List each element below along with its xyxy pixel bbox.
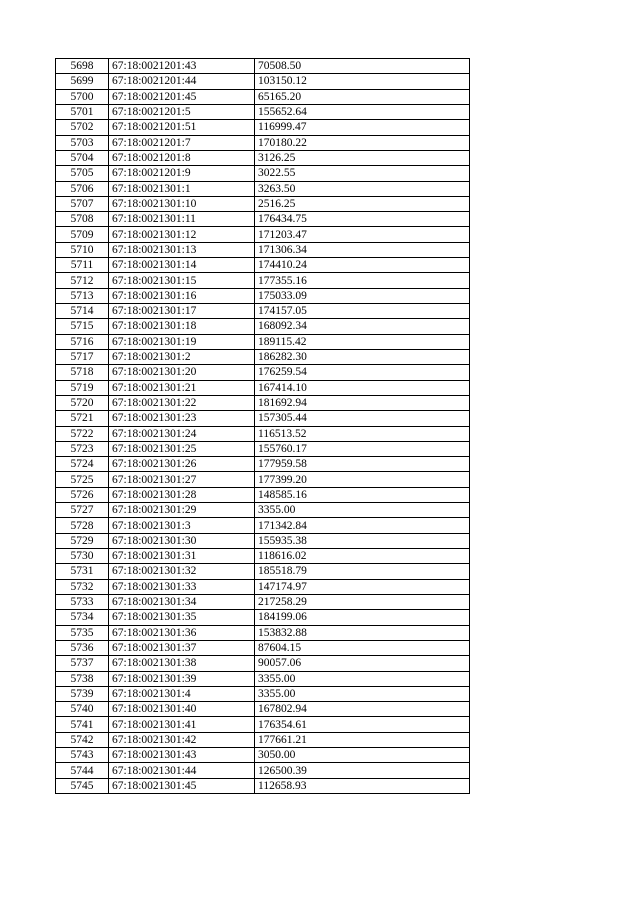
table-row xyxy=(56,426,470,441)
value-cell: 118616.02 xyxy=(255,549,470,564)
cadastral-number-cell: 67:18:0021301:42 xyxy=(109,732,255,747)
cadastral-number-cell: 67:18:0021301:20 xyxy=(109,365,255,380)
value-cell: 3022.55 xyxy=(255,166,470,181)
table-row xyxy=(56,258,470,273)
value-cell: 170180.22 xyxy=(255,135,470,150)
row-number-cell: 5719 xyxy=(56,380,109,395)
table-row xyxy=(56,288,470,303)
row-number-cell: 5712 xyxy=(56,273,109,288)
cadastral-number-cell: 67:18:0021301:29 xyxy=(109,503,255,518)
row-number-cell: 5698 xyxy=(56,59,109,74)
value-cell: 116999.47 xyxy=(255,120,470,135)
table-row xyxy=(56,717,470,732)
table-row xyxy=(56,150,470,165)
cadastral-number-cell: 67:18:0021301:39 xyxy=(109,671,255,686)
table-row xyxy=(56,518,470,533)
table-row xyxy=(56,273,470,288)
table-row xyxy=(56,702,470,717)
value-cell: 167414.10 xyxy=(255,380,470,395)
value-cell: 184199.06 xyxy=(255,610,470,625)
value-cell: 87604.15 xyxy=(255,640,470,655)
value-cell: 116513.52 xyxy=(255,426,470,441)
table-row xyxy=(56,212,470,227)
value-cell: 155760.17 xyxy=(255,441,470,456)
value-cell: 3355.00 xyxy=(255,503,470,518)
table-row xyxy=(56,610,470,625)
table-row xyxy=(56,242,470,257)
row-number-cell: 5701 xyxy=(56,104,109,119)
row-number-cell: 5732 xyxy=(56,579,109,594)
value-cell: 70508.50 xyxy=(255,59,470,74)
row-number-cell: 5715 xyxy=(56,319,109,334)
value-cell: 177959.58 xyxy=(255,457,470,472)
row-number-cell: 5739 xyxy=(56,686,109,701)
row-number-cell: 5707 xyxy=(56,196,109,211)
value-cell: 189115.42 xyxy=(255,334,470,349)
table-row xyxy=(56,395,470,410)
cadastral-number-cell: 67:18:0021301:32 xyxy=(109,564,255,579)
row-number-cell: 5740 xyxy=(56,702,109,717)
table-row xyxy=(56,778,470,793)
table-row xyxy=(56,732,470,747)
cadastral-number-cell: 67:18:0021301:16 xyxy=(109,288,255,303)
row-number-cell: 5717 xyxy=(56,349,109,364)
row-number-cell: 5736 xyxy=(56,640,109,655)
table-row xyxy=(56,74,470,89)
row-number-cell: 5738 xyxy=(56,671,109,686)
value-cell: 176354.61 xyxy=(255,717,470,732)
table-row xyxy=(56,748,470,763)
value-cell: 112658.93 xyxy=(255,778,470,793)
row-number-cell: 5726 xyxy=(56,487,109,502)
cadastral-number-cell: 67:18:0021201:43 xyxy=(109,59,255,74)
cadastral-number-cell: 67:18:0021201:9 xyxy=(109,166,255,181)
value-cell: 186282.30 xyxy=(255,349,470,364)
cadastral-number-cell: 67:18:0021301:15 xyxy=(109,273,255,288)
table-row xyxy=(56,196,470,211)
row-number-cell: 5745 xyxy=(56,778,109,793)
table-row xyxy=(56,487,470,502)
table-row xyxy=(56,334,470,349)
cadastral-number-cell: 67:18:0021301:26 xyxy=(109,457,255,472)
cadastral-number-cell: 67:18:0021201:7 xyxy=(109,135,255,150)
cadastral-number-cell: 67:18:0021201:51 xyxy=(109,120,255,135)
value-cell: 153832.88 xyxy=(255,625,470,640)
cadastral-number-cell: 67:18:0021301:27 xyxy=(109,472,255,487)
cadastral-number-cell: 67:18:0021201:8 xyxy=(109,150,255,165)
value-cell: 90057.06 xyxy=(255,656,470,671)
value-cell: 126500.39 xyxy=(255,763,470,778)
table-row xyxy=(56,564,470,579)
row-number-cell: 5722 xyxy=(56,426,109,441)
table-row xyxy=(56,319,470,334)
row-number-cell: 5705 xyxy=(56,166,109,181)
cadastral-number-cell: 67:18:0021301:40 xyxy=(109,702,255,717)
cadastral-number-cell: 67:18:0021301:21 xyxy=(109,380,255,395)
value-cell: 147174.97 xyxy=(255,579,470,594)
row-number-cell: 5700 xyxy=(56,89,109,104)
row-number-cell: 5737 xyxy=(56,656,109,671)
cadastral-number-cell: 67:18:0021301:28 xyxy=(109,487,255,502)
row-number-cell: 5718 xyxy=(56,365,109,380)
cadastral-number-cell: 67:18:0021301:22 xyxy=(109,395,255,410)
value-cell: 176434.75 xyxy=(255,212,470,227)
table-row xyxy=(56,457,470,472)
table-row xyxy=(56,686,470,701)
table-row xyxy=(56,533,470,548)
row-number-cell: 5731 xyxy=(56,564,109,579)
cadastral-number-cell: 67:18:0021301:1 xyxy=(109,181,255,196)
value-cell: 155935.38 xyxy=(255,533,470,548)
table-row xyxy=(56,579,470,594)
value-cell: 177399.20 xyxy=(255,472,470,487)
value-cell: 185518.79 xyxy=(255,564,470,579)
table-row xyxy=(56,120,470,135)
row-number-cell: 5729 xyxy=(56,533,109,548)
value-cell: 2516.25 xyxy=(255,196,470,211)
table-row xyxy=(56,181,470,196)
value-cell: 3263.50 xyxy=(255,181,470,196)
value-cell: 3355.00 xyxy=(255,671,470,686)
cadastral-number-cell: 67:18:0021301:25 xyxy=(109,441,255,456)
table-body xyxy=(56,59,470,794)
cadastral-number-cell: 67:18:0021301:36 xyxy=(109,625,255,640)
cadastral-number-cell: 67:18:0021301:24 xyxy=(109,426,255,441)
row-number-cell: 5724 xyxy=(56,457,109,472)
row-number-cell: 5710 xyxy=(56,242,109,257)
cadastral-number-cell: 67:18:0021301:10 xyxy=(109,196,255,211)
table-row xyxy=(56,656,470,671)
cadastral-number-cell: 67:18:0021201:44 xyxy=(109,74,255,89)
value-cell: 171203.47 xyxy=(255,227,470,242)
cadastral-number-cell: 67:18:0021301:13 xyxy=(109,242,255,257)
value-cell: 171306.34 xyxy=(255,242,470,257)
cadastral-number-cell: 67:18:0021301:31 xyxy=(109,549,255,564)
row-number-cell: 5709 xyxy=(56,227,109,242)
cadastral-number-cell: 67:18:0021301:43 xyxy=(109,748,255,763)
value-cell: 3355.00 xyxy=(255,686,470,701)
row-number-cell: 5699 xyxy=(56,74,109,89)
cadastral-number-cell: 67:18:0021301:11 xyxy=(109,212,255,227)
cadastral-number-cell: 67:18:0021301:34 xyxy=(109,594,255,609)
value-cell: 175033.09 xyxy=(255,288,470,303)
cadastral-number-cell: 67:18:0021301:37 xyxy=(109,640,255,655)
value-cell: 168092.34 xyxy=(255,319,470,334)
row-number-cell: 5714 xyxy=(56,304,109,319)
row-number-cell: 5702 xyxy=(56,120,109,135)
cadastral-number-cell: 67:18:0021201:5 xyxy=(109,104,255,119)
row-number-cell: 5728 xyxy=(56,518,109,533)
row-number-cell: 5727 xyxy=(56,503,109,518)
row-number-cell: 5735 xyxy=(56,625,109,640)
value-cell: 65165.20 xyxy=(255,89,470,104)
table-row xyxy=(56,625,470,640)
table-row xyxy=(56,594,470,609)
table-row xyxy=(56,503,470,518)
cadastral-number-cell: 67:18:0021301:19 xyxy=(109,334,255,349)
cadastral-number-cell: 67:18:0021301:23 xyxy=(109,411,255,426)
cadastral-number-cell: 67:18:0021301:17 xyxy=(109,304,255,319)
table-row xyxy=(56,549,470,564)
table-row xyxy=(56,671,470,686)
table-row xyxy=(56,365,470,380)
cadastral-number-cell: 67:18:0021301:3 xyxy=(109,518,255,533)
value-cell: 171342.84 xyxy=(255,518,470,533)
table-row xyxy=(56,89,470,104)
row-number-cell: 5723 xyxy=(56,441,109,456)
row-number-cell: 5742 xyxy=(56,732,109,747)
table-row xyxy=(56,304,470,319)
value-cell: 174157.05 xyxy=(255,304,470,319)
cadastral-number-cell: 67:18:0021301:45 xyxy=(109,778,255,793)
row-number-cell: 5703 xyxy=(56,135,109,150)
table-row xyxy=(56,380,470,395)
value-cell: 177661.21 xyxy=(255,732,470,747)
value-cell: 181692.94 xyxy=(255,395,470,410)
table-row xyxy=(56,104,470,119)
cadastral-number-cell: 67:18:0021301:2 xyxy=(109,349,255,364)
cadastral-number-cell: 67:18:0021301:38 xyxy=(109,656,255,671)
row-number-cell: 5733 xyxy=(56,594,109,609)
cadastral-number-cell: 67:18:0021301:18 xyxy=(109,319,255,334)
value-cell: 3126.25 xyxy=(255,150,470,165)
cadastral-number-cell: 67:18:0021301:33 xyxy=(109,579,255,594)
cadastral-number-cell: 67:18:0021301:41 xyxy=(109,717,255,732)
cadastral-number-cell: 67:18:0021301:44 xyxy=(109,763,255,778)
cadastral-number-cell: 67:18:0021301:35 xyxy=(109,610,255,625)
row-number-cell: 5713 xyxy=(56,288,109,303)
row-number-cell: 5706 xyxy=(56,181,109,196)
value-cell: 167802.94 xyxy=(255,702,470,717)
row-number-cell: 5741 xyxy=(56,717,109,732)
table-row xyxy=(56,166,470,181)
value-cell: 3050.00 xyxy=(255,748,470,763)
table-row xyxy=(56,59,470,74)
row-number-cell: 5721 xyxy=(56,411,109,426)
value-cell: 217258.29 xyxy=(255,594,470,609)
row-number-cell: 5716 xyxy=(56,334,109,349)
row-number-cell: 5743 xyxy=(56,748,109,763)
value-cell: 174410.24 xyxy=(255,258,470,273)
cadastral-number-cell: 67:18:0021201:45 xyxy=(109,89,255,104)
table-row xyxy=(56,135,470,150)
table-row xyxy=(56,411,470,426)
row-number-cell: 5704 xyxy=(56,150,109,165)
row-number-cell: 5708 xyxy=(56,212,109,227)
row-number-cell: 5725 xyxy=(56,472,109,487)
value-cell: 103150.12 xyxy=(255,74,470,89)
cadastral-number-cell: 67:18:0021301:12 xyxy=(109,227,255,242)
cadastral-number-cell: 67:18:0021301:4 xyxy=(109,686,255,701)
cadastral-number-cell: 67:18:0021301:30 xyxy=(109,533,255,548)
cadastral-value-table xyxy=(55,58,470,794)
row-number-cell: 5711 xyxy=(56,258,109,273)
table-row xyxy=(56,441,470,456)
table-row xyxy=(56,472,470,487)
value-cell: 157305.44 xyxy=(255,411,470,426)
row-number-cell: 5734 xyxy=(56,610,109,625)
table-row xyxy=(56,349,470,364)
value-cell: 177355.16 xyxy=(255,273,470,288)
value-cell: 176259.54 xyxy=(255,365,470,380)
table-row xyxy=(56,227,470,242)
cadastral-number-cell: 67:18:0021301:14 xyxy=(109,258,255,273)
row-number-cell: 5744 xyxy=(56,763,109,778)
value-cell: 148585.16 xyxy=(255,487,470,502)
row-number-cell: 5720 xyxy=(56,395,109,410)
table-row xyxy=(56,763,470,778)
value-cell: 155652.64 xyxy=(255,104,470,119)
table-row xyxy=(56,640,470,655)
row-number-cell: 5730 xyxy=(56,549,109,564)
